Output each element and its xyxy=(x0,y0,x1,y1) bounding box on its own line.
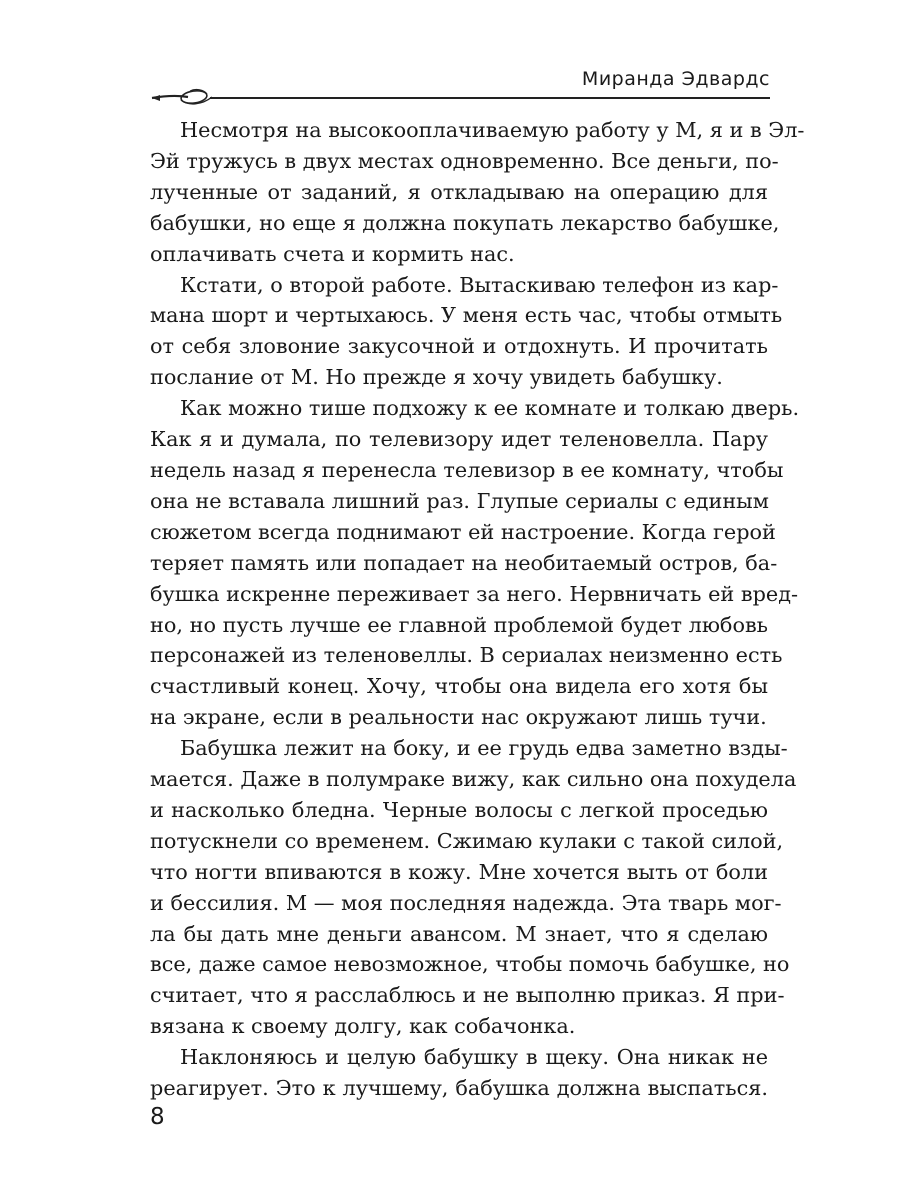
running-head xyxy=(150,58,770,106)
text-line: реагирует. Это к лучшему, бабушка должна выспаться. xyxy=(150,1076,768,1101)
text-line: бабушки, но еще я должна покупать лекарство бабушке, xyxy=(150,210,780,235)
flourish-ornament-icon xyxy=(150,84,214,112)
text-line: теряет память или попадает на необитаемый остров, ба- xyxy=(150,550,778,575)
text-line: Как можно тише подхожу к ее комнате и толкаю дверь. xyxy=(180,396,800,421)
text-line: что ногти впиваются в кожу. Мне хочется выть от боли xyxy=(150,859,768,884)
text-line: но, но пусть лучше ее главной проблемой будет любовь xyxy=(150,612,768,637)
paragraph xyxy=(150,1042,768,1104)
text-line: Эй тружусь в двух местах одновременно. Все деньги, по- xyxy=(150,148,779,173)
text-line: счастливый конец. Хочу, чтобы она видела его хотя бы xyxy=(150,674,768,699)
text-line: считает, что я расслаблюсь и не выполню приказ. Я при- xyxy=(150,983,785,1008)
page-number: 8 xyxy=(150,1104,165,1130)
text-line: на экране, если в реальности нас окружают лишь тучи. xyxy=(150,705,767,730)
text-line: бушка искренне переживает за него. Нервничать ей вред- xyxy=(150,581,799,606)
text-line: Несмотря на высокооплачиваемую работу у М, я и в Эл- xyxy=(180,118,805,142)
text-line: ла бы дать мне деньги авансом. М знает, что я сделаю xyxy=(150,921,768,946)
text-line: все, даже самое невозможное, чтобы помочь бабушке, но xyxy=(150,952,790,977)
header-rule xyxy=(210,97,770,99)
text-line: и насколько бледна. Черные волосы с легкой проседью xyxy=(150,797,768,822)
text-line: она не вставала лишний раз. Глупые сериалы с единым xyxy=(150,488,769,513)
text-line: мана шорт и чертыхаюсь. У меня есть час, чтобы отмыть xyxy=(150,303,783,328)
paragraph xyxy=(150,270,783,394)
text-line: мается. Даже в полумраке вижу, как сильно она похудела xyxy=(150,767,797,792)
text-line: Бабушка лежит на боку, и ее грудь едва заметно взды- xyxy=(180,736,788,761)
paragraph xyxy=(150,393,800,733)
text-line: послание от М. Но прежде я хочу увидеть бабушку. xyxy=(150,365,723,390)
text-line: Кстати, о второй работе. Вытаскиваю телефон из кар- xyxy=(180,272,779,297)
body-text xyxy=(150,115,805,1104)
text-line: от себя зловоние закусочной и отдохнуть. И прочитать xyxy=(150,334,768,359)
text-line: потускнели со временем. Сжимаю кулаки с такой силой, xyxy=(150,828,784,853)
text-line: оплачивать счета и кормить нас. xyxy=(150,241,515,266)
running-head-author: Миранда Эдвардс xyxy=(581,68,770,90)
text-line: и бессилия. М — моя последняя надежда. Эта тварь мог- xyxy=(150,890,782,915)
text-line: персонажей из теленовеллы. В сериалах неизменно есть xyxy=(150,643,783,668)
text-line: вязана к своему долгу, как собачонка. xyxy=(150,1014,576,1039)
text-line: Как я и думала, по телевизору идет теленовелла. Пару xyxy=(150,427,768,452)
text-line: сюжетом всегда поднимают ей настроение. Когда герой xyxy=(150,519,776,544)
text-line: недель назад я перенесла телевизор в ее комнату, чтобы xyxy=(150,457,784,482)
text-line: Наклоняюсь и целую бабушку в щеку. Она никак не xyxy=(180,1045,768,1070)
paragraph xyxy=(150,733,797,1042)
text-line: лученные от заданий, я откладываю на операцию для xyxy=(150,179,768,204)
paragraph xyxy=(150,115,805,270)
